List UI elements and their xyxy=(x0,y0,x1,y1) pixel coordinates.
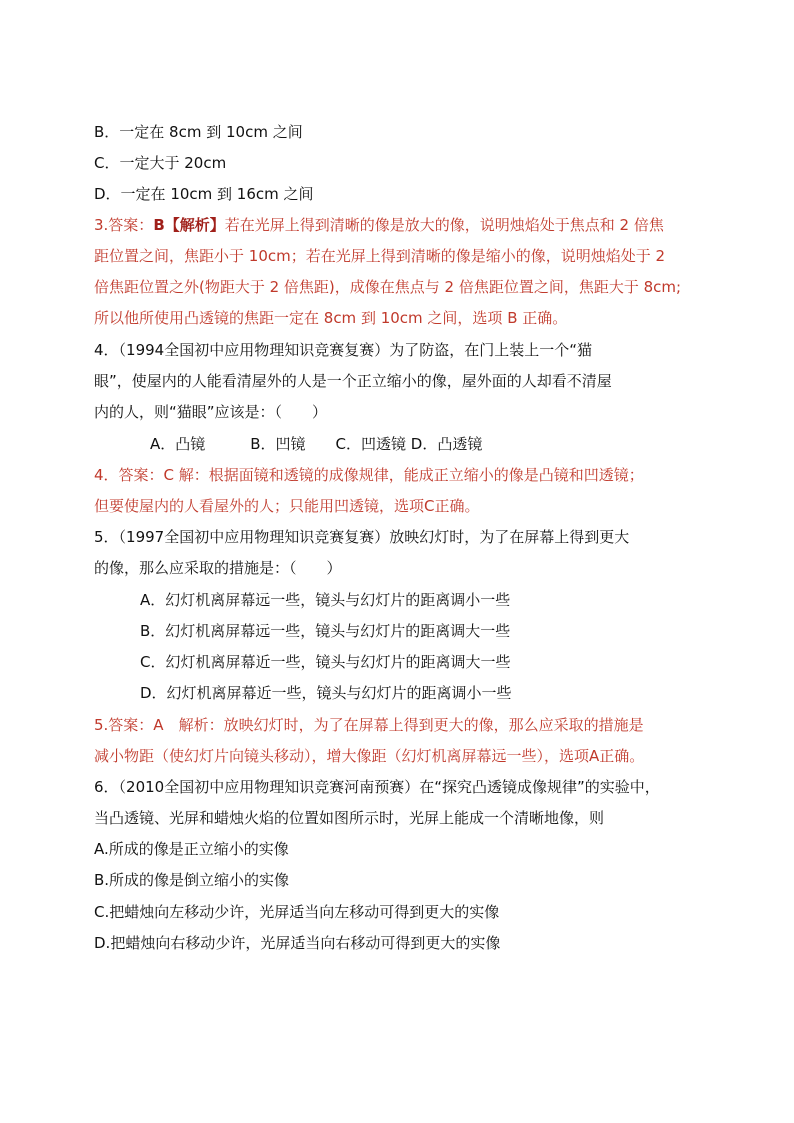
question-5-option-a: A．幻灯机离屏幕远一些，镜头与幻灯片的距离调小一些 xyxy=(140,591,511,609)
question-4-line-2: 眼”，使屋内的人能看清屋外的人是一个正立缩小的像，屋外面的人却看不清屋 xyxy=(94,372,612,390)
answer-5-line-2: 减小物距（使幻灯片向镜头移动），增大像距（幻灯机离屏幕远一些），选项A正确。 xyxy=(94,747,645,765)
q2-option-b: B．一定在 8cm 到 10cm 之间 xyxy=(94,123,303,141)
question-6-option-a: A.所成的像是正立缩小的实像 xyxy=(94,840,289,858)
question-5-line-1: 5．（1997全国初中应用物理知识竞赛复赛）放映幻灯时，为了在屏幕上得到更大 xyxy=(94,528,630,546)
answer-3-text-1: 若在光屏上得到清晰的像是放大的像，说明烛焰处于焦点和 2 倍焦 xyxy=(224,216,664,234)
question-6-option-b: B.所成的像是倒立缩小的实像 xyxy=(94,871,290,889)
answer-3-letter: B xyxy=(153,216,165,234)
answer-3-line-3: 倍焦距位置之外(物距大于 2 倍焦距)，成像在焦点与 2 倍焦距位置之间，焦距大于 8cm; xyxy=(94,278,682,296)
question-6-line-1: 6．（2010全国初中应用物理知识竞赛河南预赛）在“探究凸透镜成像规律”的实验中， xyxy=(94,778,660,796)
question-6-line-2: 当凸透镜、光屏和蜡烛火焰的位置如图所示时，光屏上能成一个清晰地像，则 xyxy=(94,809,605,827)
answer-3-line-1 xyxy=(94,215,664,235)
answer-3-line-4: 所以他所使用凸透镜的焦距一定在 8cm 到 10cm 之间，选项 B 正确。 xyxy=(94,309,568,327)
question-5-option-c: C．幻灯机离屏幕近一些，镜头与幻灯片的距离调大一些 xyxy=(140,653,511,671)
question-5-line-2: 的像，那么应采取的措施是：（ ） xyxy=(94,559,342,577)
question-6-option-d: D.把蜡烛向右移动少许，光屏适当向右移动可得到更大的实像 xyxy=(94,934,501,952)
answer-4-line-1: 4．答案：C 解：根据面镜和透镜的成像规律，能成正立缩小的像是凸镜和凹透镜； xyxy=(94,466,644,484)
question-5-option-d: D．幻灯机离屏幕近一些，镜头与幻灯片的距离调小一些 xyxy=(140,684,512,702)
answer-3-line-2: 距位置之间，焦距小于 10cm；若在光屏上得到清晰的像是缩小的像，说明烛焰处于 2 xyxy=(94,247,666,265)
question-5-option-b: B．幻灯机离屏幕远一些，镜头与幻灯片的距离调大一些 xyxy=(140,622,511,640)
question-4-line-1: 4．（1994全国初中应用物理知识竞赛复赛）为了防盗，在门上装上一个“猫 xyxy=(94,341,592,359)
answer-4-line-2: 但要使屋内的人看屋外的人；只能用凹透镜，选项C正确。 xyxy=(94,497,480,515)
question-4-options: A．凸镜 B．凹镜 C．凹透镜 D．凸透镜 xyxy=(150,435,483,453)
q2-option-c: C．一定大于 20cm xyxy=(94,154,227,172)
answer-5-line-1: 5.答案：A 解析：放映幻灯时，为了在屏幕上得到更大的像，那么应采取的措施是 xyxy=(94,716,644,734)
question-4-line-3: 内的人，则“猫眼”应该是：（ ） xyxy=(94,403,328,421)
question-6-option-c: C.把蜡烛向左移动少许，光屏适当向左移动可得到更大的实像 xyxy=(94,903,500,921)
answer-3-analysis-tag: 【解析】 xyxy=(164,216,225,234)
q2-option-d: D．一定在 10cm 到 16cm 之间 xyxy=(94,185,314,203)
answer-3-prefix: 3.答案： xyxy=(94,216,154,234)
